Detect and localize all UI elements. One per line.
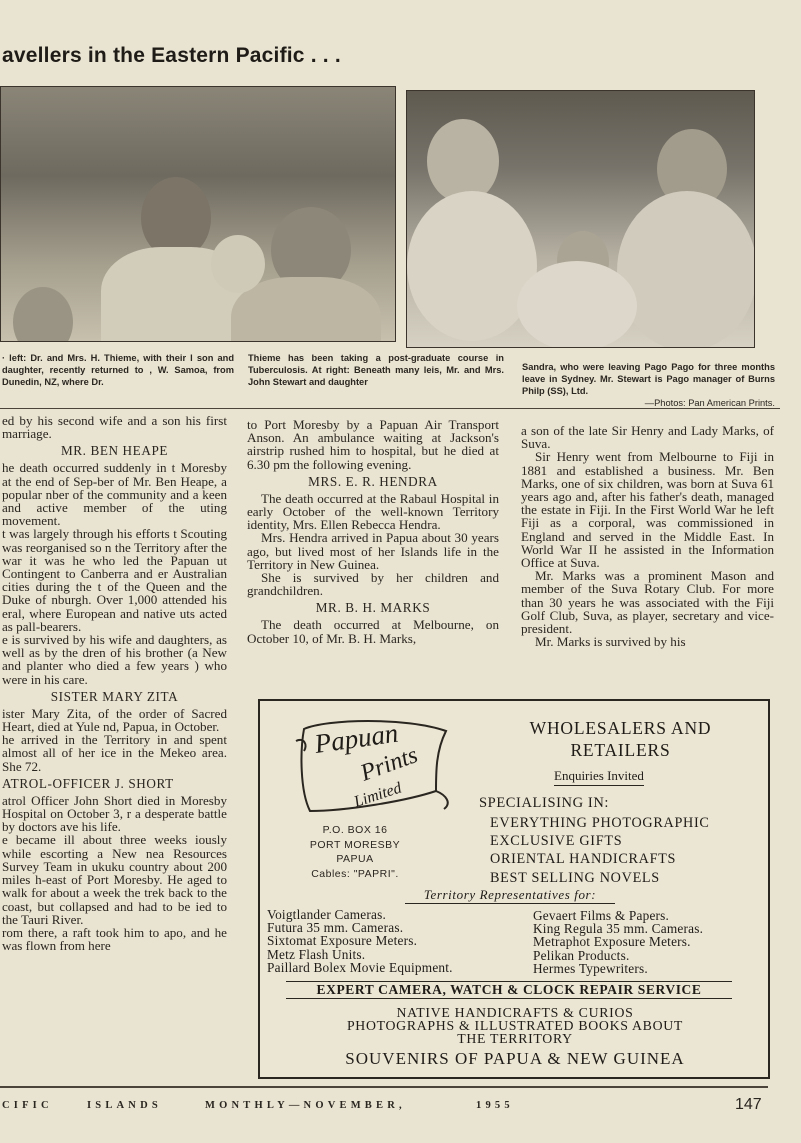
col3-paragraph: Mr. Marks was a prominent Mason and member of the Suva Rotary Club. For more than 30 years he was associated with the Fiji Golf Club, Suva, as player, secretary and vice-president. <box>521 568 774 637</box>
caption-right <box>522 361 775 409</box>
col3-paragraph: Mr. Marks is survived by his <box>535 634 686 650</box>
rep-item: Voigtlander Cameras. <box>267 907 386 922</box>
address-line: PAPUA <box>336 853 374 865</box>
repair-service-banner: EXPERT CAMERA, WATCH & CLOCK REPAIR SERVICE <box>286 981 732 999</box>
heading-mr-marks: MR. B. H. MARKS <box>315 600 431 616</box>
footer-islands: ISLANDS <box>87 1100 162 1111</box>
photo-stewart-family <box>406 90 755 348</box>
col3-paragraph: Sir Henry went from Melbourne to Fiji in 1881 and established a business. Mr. Ben Marks, one of six children, was born at Suva 61 years ago and, after his father's death, managed the estate in Fiji. In the First World War he left Fiji as a corporal, was commissioned in England and served in the Middle East. In World War II he assisted in the Information Office at Suva. <box>521 449 774 571</box>
logo-scroll-graphic <box>286 711 456 821</box>
col1-paragraph: t was largely through his efforts t Scouting was reorganised so n the Territory after the war it was he who led the Papuan ut Contingent to Canberra and er Australian cities during the t of the Queen and the Duke of nburgh. Over 1,000 attended his eral, where European and native uts acted as pall-bearers. <box>2 526 227 634</box>
native-line: NATIVE HANDICRAFTS & CURIOS <box>396 1005 634 1020</box>
rep-item: Gevaert Films & Papers. <box>533 908 670 923</box>
photo-credit: —Photos: Pan American Prints. <box>644 398 775 408</box>
rep-item: Paillard Bolex Movie Equipment. <box>267 959 453 975</box>
specialty-item: EXCLUSIVE GIFTS <box>490 833 623 850</box>
representatives-left-list <box>267 908 453 974</box>
papuan-prints-advertisement <box>258 699 770 1079</box>
souvenirs-slogan: SOUVENIRS OF PAPUA & NEW GUINEA <box>345 1049 685 1068</box>
col1-paragraph: ister Mary Zita, of the order of Sacred Heart, died at Yule nd, Papua, in October. <box>2 705 227 735</box>
heading-patrol-officer-short: ATROL-OFFICER J. SHORT <box>2 775 174 791</box>
rep-item: Futura 35 mm. Cameras. <box>267 920 404 936</box>
heading-sister-mary-zita: SISTER MARY ZITA <box>50 688 179 704</box>
rep-item: King Regula 35 mm. Cameras. <box>533 921 704 937</box>
col1-paragraph: atrol Officer John Short died in Moresby Hospital on October 3, r a desperate battle by doctors ave his life. <box>2 792 227 835</box>
caption-divider <box>0 408 780 409</box>
enquiries-invited: Enquiries Invited <box>554 768 644 786</box>
ad-address <box>290 823 420 881</box>
specialty-item: BEST SELLING NOVELS <box>490 869 660 886</box>
footer-monthly-november: MONTHLY—NOVEMBER, <box>205 1100 406 1111</box>
papuan-prints-logo <box>286 711 456 821</box>
logo-text-prints: Prints <box>357 742 422 787</box>
rep-item: Metz Flash Units. <box>267 946 366 962</box>
specialising-label: SPECIALISING IN: <box>479 795 610 811</box>
col1-paragraph: he death occurred suddenly in t Moresby at the end of Sep-ber of Mr. Ben Heape, a popular nber of the community and a keen and active member of the uting movement. <box>2 460 227 529</box>
heading-mrs-hendra: MRS. E. R. HENDRA <box>308 473 438 489</box>
rep-item: Sixtomat Exposure Meters. <box>267 933 418 949</box>
specialty-item: EVERYTHING PHOTOGRAPHIC <box>490 815 710 831</box>
caption-middle: Thieme has been taking a post-graduate course in Tuberculosis. At right: Beneath many leis, Mr. and Mrs. John Stewart and daughter <box>248 353 504 387</box>
page-number: 147 <box>735 1096 762 1113</box>
col2-paragraph: The death occurred at Melbourne, on October 10, of Mr. B. H. Marks, <box>247 617 499 646</box>
caption-left: · left: Dr. and Mrs. H. Thieme, with their l son and daughter, recently returned to , W. Samoa, from Dunedin, NZ, where Dr. <box>2 353 234 387</box>
native-line: PHOTOGRAPHS & ILLUSTRATED BOOKS ABOUT <box>346 1018 684 1034</box>
col1-paragraph: rom there, a raft took him to apo, and he was flown from here <box>2 924 227 954</box>
ad-title <box>518 717 723 761</box>
caption-right-text: Sandra, who were leaving Pago Pago for three months leave in Sydney. Mr. Stewart is Pago manager of Burns Philp (SS), Ltd. <box>522 362 775 396</box>
page-heading: avellers in the Eastern Pacific . . . <box>2 44 341 67</box>
col2-paragraph: The death occurred at the Rabaul Hospital in early October of the well-known Territory identity, Mrs. Ellen Rebecca Hendra. <box>247 490 499 533</box>
address-line: Cables: "PAPRI". <box>311 867 399 880</box>
native-handicrafts-text <box>300 1006 730 1046</box>
specialties-list <box>490 814 710 887</box>
logo-text-limited: Limited <box>351 779 404 811</box>
column-3 <box>521 424 774 648</box>
ad-title-line: WHOLESALERS AND <box>529 718 712 738</box>
col2-intro: to Port Moresby by a Papuan Air Transport Anson. An ambulance waiting at Jackson's airstrip rushed him to hospital, but he died at 6.30 pm the following evening. <box>247 417 499 472</box>
footer-divider <box>0 1086 768 1088</box>
col3-intro: a son of the late Sir Henry and Lady Marks, of Suva. <box>521 423 774 452</box>
logo-text-papuan: Papuan <box>312 717 401 759</box>
address-line: PORT MORESBY <box>309 838 401 851</box>
rep-item: Metraphot Exposure Meters. <box>533 934 691 950</box>
footer-pacific: CIFIC <box>2 1100 53 1111</box>
address-line: P.O. BOX 16 <box>322 824 388 836</box>
rep-item: Pelikan Products. <box>533 947 630 963</box>
native-line: THE TERRITORY <box>457 1031 573 1047</box>
rep-item: Hermes Typewriters. <box>533 960 648 976</box>
representatives-right-list <box>533 909 703 975</box>
col1-paragraph: he arrived in the Territory in and spent almost all of her ice in the Mekeo area. She 72. <box>2 732 227 774</box>
ad-title-line: RETAILERS <box>570 740 671 760</box>
col1-paragraph: e is survived by his wife and daughters, as well as by the dren of his brother (a New and planter who died a few years ) who were in his care. <box>2 632 227 687</box>
col1-paragraph: e became ill about three weeks iously while escorting a New nea Resources Survey Team in ukuku country about 200 miles h-east of Port Moresby. He aged to walk for about a week the trek back to the coast, but collapsed and had to be ied to the Tauri River. <box>2 832 227 927</box>
column-2 <box>247 418 499 645</box>
photo-thieme-family <box>0 86 396 342</box>
territory-representatives-label: Territory Representatives for: <box>405 887 615 904</box>
col1-intro: ed by his second wife and a son his first marriage. <box>2 413 227 442</box>
col2-paragraph: She is survived by her children and grandchildren. <box>247 570 499 599</box>
heading-ben-heape: MR. BEN HEAPE <box>60 443 169 459</box>
col2-paragraph: Mrs. Hendra arrived in Papua about 30 years ago, but lived most of her Islands life in the Territory in New Guinea. <box>247 530 499 572</box>
column-1 <box>2 414 227 952</box>
footer-year: 1955 <box>476 1100 514 1111</box>
specialty-item: ORIENTAL HANDICRAFTS <box>490 851 677 868</box>
